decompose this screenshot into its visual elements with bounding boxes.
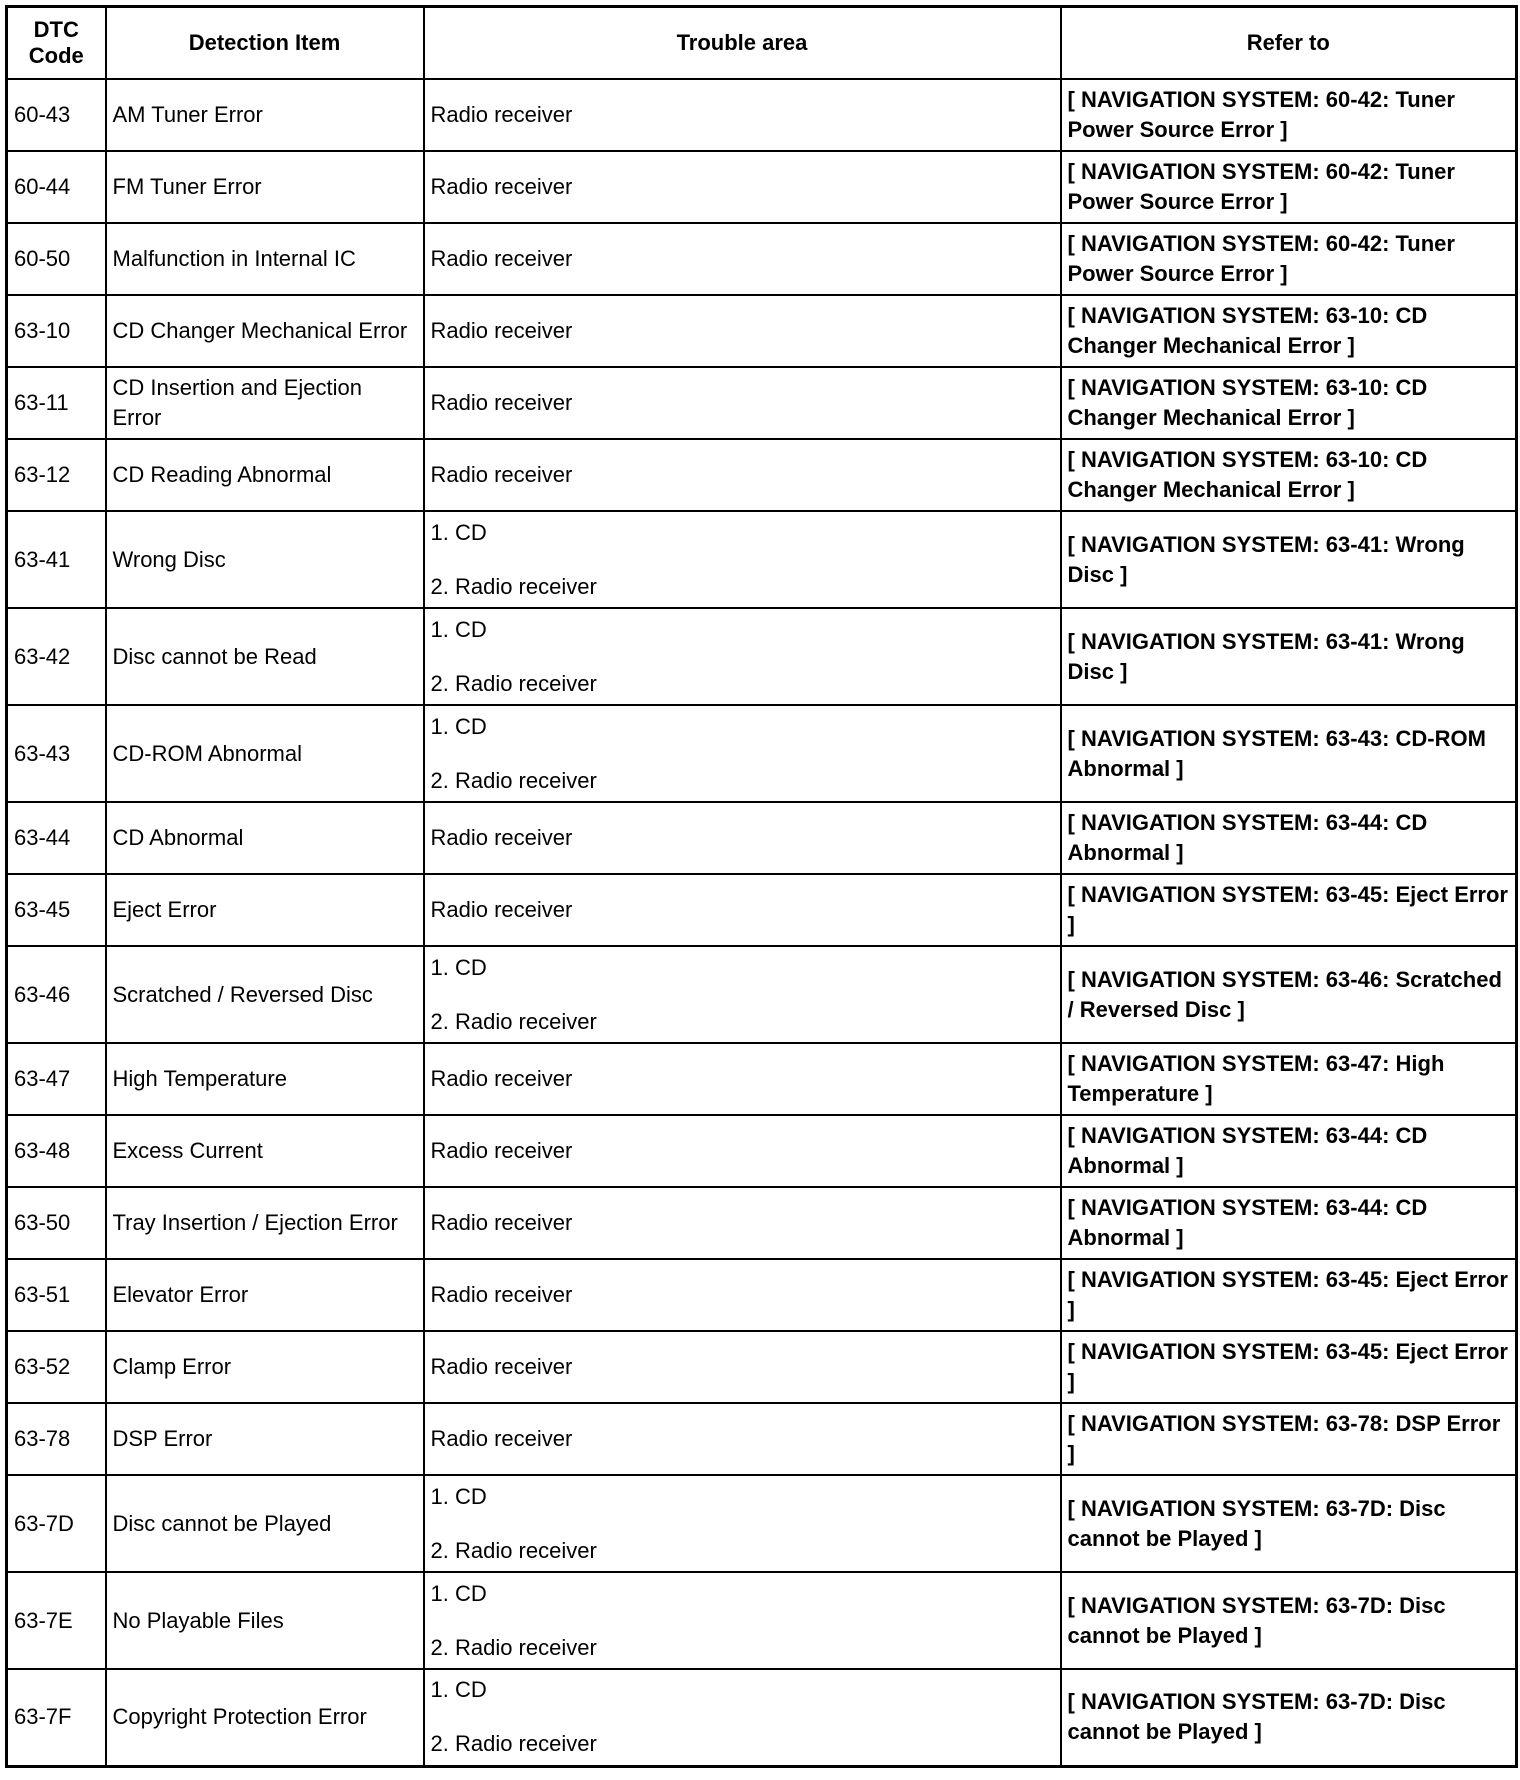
detection-item-cell: High Temperature <box>106 1043 424 1115</box>
refer-to-link[interactable]: [ NAVIGATION SYSTEM: 63-78: DSP Error ] <box>1061 1403 1517 1475</box>
trouble-area-line: Radio receiver <box>430 1138 573 1163</box>
trouble-area-cell <box>424 1043 1061 1115</box>
trouble-area-cell <box>424 802 1061 874</box>
table-row <box>7 1115 1517 1187</box>
refer-to-link[interactable]: [ NAVIGATION SYSTEM: 60-42: Tuner Power Source Error ] <box>1061 223 1517 295</box>
refer-to-link[interactable]: [ NAVIGATION SYSTEM: 60-42: Tuner Power Source Error ] <box>1061 79 1517 151</box>
detection-item-cell: Excess Current <box>106 1115 424 1187</box>
trouble-area-line: Radio receiver <box>430 1066 573 1091</box>
dtc-code-cell: 63-7E <box>7 1572 106 1669</box>
detection-item-cell: CD Changer Mechanical Error <box>106 295 424 367</box>
refer-to-link[interactable]: [ NAVIGATION SYSTEM: 60-42: Tuner Power Source Error ] <box>1061 151 1517 223</box>
header-refer-to: Refer to <box>1061 7 1517 80</box>
trouble-area-line: Radio receiver <box>430 1210 573 1235</box>
table-row <box>7 511 1517 608</box>
trouble-area-line: 2. Radio receiver <box>430 1008 597 1034</box>
refer-to-link[interactable]: [ NAVIGATION SYSTEM: 63-10: CD Changer Mechanical Error ] <box>1061 295 1517 367</box>
table-row <box>7 705 1517 802</box>
dtc-code-cell: 60-44 <box>7 151 106 223</box>
dtc-code-cell: 63-11 <box>7 367 106 439</box>
trouble-area-line: 1. CD <box>430 1580 487 1606</box>
dtc-code-cell: 60-43 <box>7 79 106 151</box>
table-body <box>7 79 1517 1766</box>
dtc-table <box>5 5 1518 1768</box>
detection-item-cell: Disc cannot be Played <box>106 1475 424 1572</box>
detection-item-cell: CD-ROM Abnormal <box>106 705 424 802</box>
refer-to-link[interactable]: [ NAVIGATION SYSTEM: 63-45: Eject Error ] <box>1061 1331 1517 1403</box>
table-row <box>7 151 1517 223</box>
refer-to-link[interactable]: [ NAVIGATION SYSTEM: 63-47: High Temperature ] <box>1061 1043 1517 1115</box>
trouble-area-line: 2. Radio receiver <box>430 1634 597 1660</box>
trouble-area-cell <box>424 1187 1061 1259</box>
trouble-area-line: Radio receiver <box>430 1426 573 1451</box>
trouble-area-cell <box>424 295 1061 367</box>
refer-to-link[interactable]: [ NAVIGATION SYSTEM: 63-7D: Disc cannot be Played ] <box>1061 1669 1517 1766</box>
table-row <box>7 874 1517 946</box>
trouble-area-line: Radio receiver <box>430 462 573 487</box>
dtc-code-cell: 63-50 <box>7 1187 106 1259</box>
detection-item-cell: CD Insertion and Ejection Error <box>106 367 424 439</box>
trouble-area-line: 2. Radio receiver <box>430 767 597 793</box>
header-dtc-code: DTC Code <box>7 7 106 80</box>
dtc-code-cell: 63-44 <box>7 802 106 874</box>
trouble-area-line: Radio receiver <box>430 897 573 922</box>
detection-item-cell: Clamp Error <box>106 1331 424 1403</box>
dtc-code-cell: 63-43 <box>7 705 106 802</box>
trouble-area-cell <box>424 439 1061 511</box>
trouble-area-line: Radio receiver <box>430 174 573 199</box>
table-row <box>7 1259 1517 1331</box>
trouble-area-line: 2. Radio receiver <box>430 573 597 599</box>
refer-to-link[interactable]: [ NAVIGATION SYSTEM: 63-44: CD Abnormal ] <box>1061 1115 1517 1187</box>
dtc-code-cell: 63-78 <box>7 1403 106 1475</box>
detection-item-cell: Disc cannot be Read <box>106 608 424 705</box>
table-row <box>7 223 1517 295</box>
table-row <box>7 1572 1517 1669</box>
refer-to-link[interactable]: [ NAVIGATION SYSTEM: 63-46: Scratched / Reversed Disc ] <box>1061 946 1517 1043</box>
trouble-area-line: 1. CD <box>430 1483 487 1509</box>
dtc-code-cell: 63-45 <box>7 874 106 946</box>
detection-item-cell: Eject Error <box>106 874 424 946</box>
trouble-area-line: Radio receiver <box>430 1282 573 1307</box>
trouble-area-cell <box>424 1403 1061 1475</box>
header-trouble-area: Trouble area <box>424 7 1061 80</box>
refer-to-link[interactable]: [ NAVIGATION SYSTEM: 63-10: CD Changer Mechanical Error ] <box>1061 439 1517 511</box>
detection-item-cell: FM Tuner Error <box>106 151 424 223</box>
trouble-area-cell <box>424 1572 1061 1669</box>
trouble-area-line: Radio receiver <box>430 318 573 343</box>
refer-to-link[interactable]: [ NAVIGATION SYSTEM: 63-41: Wrong Disc ] <box>1061 608 1517 705</box>
refer-to-link[interactable]: [ NAVIGATION SYSTEM: 63-43: CD-ROM Abnormal ] <box>1061 705 1517 802</box>
trouble-area-cell <box>424 705 1061 802</box>
table-row <box>7 1475 1517 1572</box>
trouble-area-cell <box>424 608 1061 705</box>
trouble-area-cell <box>424 79 1061 151</box>
table-row <box>7 1403 1517 1475</box>
refer-to-link[interactable]: [ NAVIGATION SYSTEM: 63-10: CD Changer Mechanical Error ] <box>1061 367 1517 439</box>
detection-item-cell: Tray Insertion / Ejection Error <box>106 1187 424 1259</box>
trouble-area-line: 2. Radio receiver <box>430 670 597 696</box>
trouble-area-line: Radio receiver <box>430 102 573 127</box>
table-row <box>7 295 1517 367</box>
trouble-area-cell <box>424 1259 1061 1331</box>
table-row <box>7 1669 1517 1766</box>
trouble-area-cell <box>424 874 1061 946</box>
header-detection-item: Detection Item <box>106 7 424 80</box>
trouble-area-cell <box>424 1669 1061 1766</box>
table-row <box>7 79 1517 151</box>
refer-to-link[interactable]: [ NAVIGATION SYSTEM: 63-44: CD Abnormal ] <box>1061 1187 1517 1259</box>
table-row <box>7 367 1517 439</box>
detection-item-cell: Elevator Error <box>106 1259 424 1331</box>
dtc-code-cell: 63-7D <box>7 1475 106 1572</box>
trouble-area-cell <box>424 151 1061 223</box>
dtc-code-cell: 63-52 <box>7 1331 106 1403</box>
detection-item-cell: AM Tuner Error <box>106 79 424 151</box>
refer-to-link[interactable]: [ NAVIGATION SYSTEM: 63-45: Eject Error ] <box>1061 874 1517 946</box>
dtc-code-cell: 63-10 <box>7 295 106 367</box>
dtc-code-cell: 63-47 <box>7 1043 106 1115</box>
refer-to-link[interactable]: [ NAVIGATION SYSTEM: 63-41: Wrong Disc ] <box>1061 511 1517 608</box>
trouble-area-line: 1. CD <box>430 1677 487 1703</box>
trouble-area-line: Radio receiver <box>430 246 573 271</box>
refer-to-link[interactable]: [ NAVIGATION SYSTEM: 63-45: Eject Error ] <box>1061 1259 1517 1331</box>
trouble-area-line: 1. CD <box>430 954 487 980</box>
trouble-area-cell <box>424 367 1061 439</box>
dtc-code-cell: 60-50 <box>7 223 106 295</box>
trouble-area-cell <box>424 1475 1061 1572</box>
dtc-code-cell: 63-12 <box>7 439 106 511</box>
trouble-area-line: Radio receiver <box>430 1354 573 1379</box>
dtc-table-container <box>5 5 1518 1768</box>
dtc-code-cell: 63-42 <box>7 608 106 705</box>
refer-to-link[interactable]: [ NAVIGATION SYSTEM: 63-7D: Disc cannot be Played ] <box>1061 1572 1517 1669</box>
detection-item-cell: Copyright Protection Error <box>106 1669 424 1766</box>
dtc-code-cell: 63-51 <box>7 1259 106 1331</box>
dtc-code-cell: 63-46 <box>7 946 106 1043</box>
trouble-area-cell <box>424 946 1061 1043</box>
trouble-area-line: 1. CD <box>430 713 487 739</box>
refer-to-link[interactable]: [ NAVIGATION SYSTEM: 63-7D: Disc cannot be Played ] <box>1061 1475 1517 1572</box>
dtc-code-cell: 63-48 <box>7 1115 106 1187</box>
table-row <box>7 802 1517 874</box>
detection-item-cell: CD Abnormal <box>106 802 424 874</box>
trouble-area-line: Radio receiver <box>430 825 573 850</box>
trouble-area-cell <box>424 1331 1061 1403</box>
detection-item-cell: DSP Error <box>106 1403 424 1475</box>
detection-item-cell: Scratched / Reversed Disc <box>106 946 424 1043</box>
table-header-row <box>7 7 1517 80</box>
table-row <box>7 608 1517 705</box>
table-row <box>7 1043 1517 1115</box>
trouble-area-line: 2. Radio receiver <box>430 1731 597 1757</box>
trouble-area-line: Radio receiver <box>430 390 573 415</box>
trouble-area-cell <box>424 1115 1061 1187</box>
trouble-area-cell <box>424 223 1061 295</box>
dtc-code-cell: 63-7F <box>7 1669 106 1766</box>
trouble-area-line: 2. Radio receiver <box>430 1537 597 1563</box>
refer-to-link[interactable]: [ NAVIGATION SYSTEM: 63-44: CD Abnormal ] <box>1061 802 1517 874</box>
table-row <box>7 1187 1517 1259</box>
detection-item-cell: Malfunction in Internal IC <box>106 223 424 295</box>
table-row <box>7 946 1517 1043</box>
detection-item-cell: CD Reading Abnormal <box>106 439 424 511</box>
dtc-code-cell: 63-41 <box>7 511 106 608</box>
detection-item-cell: No Playable Files <box>106 1572 424 1669</box>
trouble-area-line: 1. CD <box>430 616 487 642</box>
trouble-area-line: 1. CD <box>430 519 487 545</box>
detection-item-cell: Wrong Disc <box>106 511 424 608</box>
table-row <box>7 1331 1517 1403</box>
table-row <box>7 439 1517 511</box>
trouble-area-cell <box>424 511 1061 608</box>
